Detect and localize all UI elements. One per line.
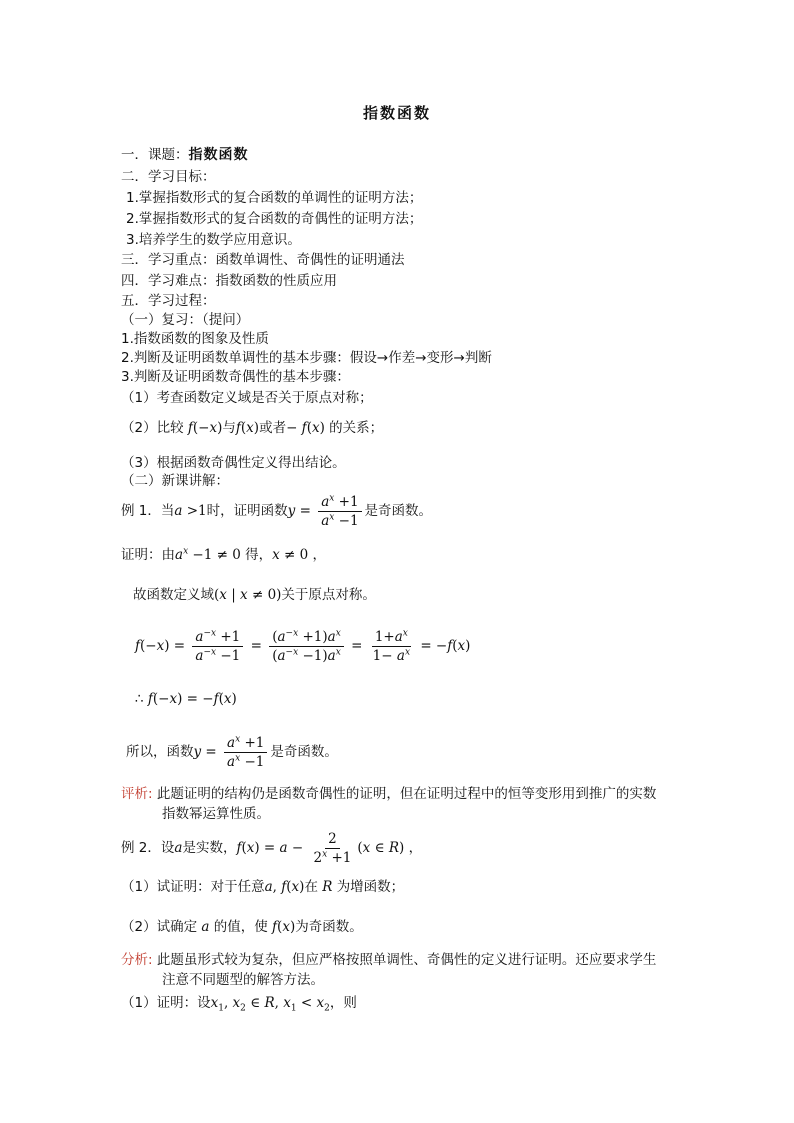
part-2-text-c: 为奇函数。 — [295, 919, 363, 935]
fraction-ax-plus1-over-ax-minus1: $\frac{a^x +1}{a^x -1}$ — [318, 494, 361, 529]
example-1-text-a: 例 1．当 — [121, 503, 175, 519]
conclusion-text-a: 所以，函数 — [126, 744, 194, 760]
proof-2-label: （1）证明：设 — [121, 995, 211, 1011]
example-1-domain: 故函数定义域(x | x ≠ 0)关于原点对称。 — [133, 587, 376, 603]
fraction-step-3: $\frac{1+a^x}{1- a^x}$ — [372, 628, 411, 664]
step-2-text-b: 与 — [222, 420, 236, 436]
example-2-part-2: （2）试确定 a 的值，使 f(x)为奇函数。 — [121, 919, 363, 935]
therefore-symbol: ∴ — [135, 691, 144, 707]
comment-1-line-2: 指数幂运算性质。 — [162, 806, 270, 822]
fraction-conclusion: $\frac{a^x +1}{a^x -1}$ — [224, 735, 267, 770]
example-1-derivation: f(−x) = $\frac{a^{-x} +1}{a^{-x} -1}$ = $\frac{(a^{-x} +1)a^x}{(a^{-x} -1)a^x}$ = $\frac{1+a^x}{1- a^x}$ = −f(x) — [135, 628, 471, 664]
comment-label: 评析: — [121, 786, 153, 802]
goals-label: 二．学习目标： — [121, 169, 216, 185]
review-3: 3.判断及证明函数奇偶性的基本步骤： — [121, 369, 350, 385]
example-1-conclusion: 所以，函数y = $\frac{a^x +1}{a^x -1}$ 是奇函数。 — [126, 734, 338, 770]
example-2-part-1: （1）试证明：对于任意a, f(x)在 R 为增函数； — [121, 879, 405, 895]
review-2: 2.判断及证明函数单调性的基本步骤：假设→作差→变形→判断 — [121, 350, 492, 366]
review-label: （一）复习：（提问） — [121, 312, 250, 328]
fraction-2-over-2x-plus1: $\frac{2}{2^x +1}$ — [313, 830, 352, 866]
step-2: （2）比较 f(−x)与f(x)或者− f(x) 的关系； — [121, 420, 384, 436]
difficulty: 四．学习难点：指数函数的性质应用 — [121, 273, 337, 289]
topic-line — [121, 146, 249, 164]
analysis-line-2: 注意不同题型的解答方法。 — [162, 972, 324, 988]
example-2-statement: 例 2．设a是实数，f(x) = a − $\frac{2}{2^x +1}$ (x ∈ R) ， — [121, 830, 423, 866]
conclusion-text-b: 是奇函数。 — [270, 744, 338, 760]
page-title: 指数函数 — [362, 104, 431, 122]
proof-2-tail: ，则 — [329, 995, 357, 1011]
step-2-text-d: 的关系； — [329, 420, 384, 436]
review-1: 1.指数函数的图象及性质 — [121, 331, 269, 347]
fraction-step-2: $\frac{(a^{-x} +1)a^x}{(a^{-x} -1)a^x}$ — [269, 629, 344, 664]
example-1-statement: 例 1．当a >1时，证明函数y = $\frac{a^x +1}{a^x -1}$ 是奇函数。 — [121, 493, 433, 529]
formula-f-x: f — [235, 420, 241, 436]
domain-text-b: 关于原点对称。 — [281, 587, 376, 603]
example-1-proof: 证明：由$a^x -1 \ne 0$ 得，x ≠ 0 ， — [121, 546, 327, 563]
step-3: （3）根据函数奇偶性定义得出结论。 — [121, 455, 346, 471]
comment-text-1: 此题证明的结构仍是函数奇偶性的证明，但在证明过程中的恒等变形用到推广的实数 — [156, 786, 657, 802]
example-1-text-b: 时，证明函数 — [206, 503, 288, 519]
example-2-text-b: 是实数， — [182, 840, 237, 856]
fraction-step-1: $\frac{a^{-x} +1}{a^{-x} -1}$ — [192, 629, 243, 664]
domain-text-a: 故函数定义域 — [133, 587, 214, 603]
example-1-text-c: 是奇函数。 — [364, 503, 433, 519]
proof-text-a: 证明：由 — [121, 547, 175, 563]
goal-1: 1.掌握指数形式的复合函数的单调性的证明方法； — [126, 190, 423, 206]
proof-2-line: （1）证明：设$x_1$, $x_2$ ∈ R, $x_1 < x_2$，则 — [121, 995, 357, 1014]
step-1: （1）考查函数定义域是否关于原点对称； — [121, 390, 373, 406]
topic-label: 一．课题： — [121, 147, 189, 163]
part-1-text-a: （1）试证明：对于任意 — [121, 879, 265, 895]
part-1-text-b: 在 — [304, 879, 318, 895]
process-label: 五．学习过程： — [121, 293, 216, 309]
formula-neg-f-x: f — [297, 420, 307, 436]
key-points: 三．学习重点：函数单调性、奇偶性的证明通法 — [121, 252, 405, 268]
part-1-text-c: 为增函数； — [336, 879, 405, 895]
example-2-text-a: 例 2．设 — [121, 840, 175, 856]
proof-text-b: 得， — [245, 547, 273, 563]
part-2-text-b: 的值，使 — [213, 919, 268, 935]
part-2-text-a: （2）试确定 — [121, 919, 198, 935]
example-1-therefore: ∴ f(−x) = −f(x) — [135, 691, 237, 707]
step-2-text-c: 或者 — [259, 420, 287, 436]
goal-2: 2.掌握指数形式的复合函数的奇偶性的证明方法； — [126, 211, 423, 227]
comment-1-line-1 — [121, 785, 656, 803]
topic-value: 指数函数 — [188, 147, 249, 163]
goal-3: 3.培养学生的数学应用意识。 — [126, 232, 301, 248]
analysis-text-1: 此题虽形式较为复杂，但应严格按照单调性、奇偶性的定义进行证明。还应要求学生 — [156, 952, 657, 968]
new-lesson-label: （二）新课讲解： — [121, 473, 229, 489]
formula-f-neg-x: f — [183, 420, 193, 436]
analysis-label: 分析: — [121, 952, 153, 968]
step-2-text-a: （2）比较 — [121, 420, 184, 436]
analysis-line-1 — [121, 951, 656, 969]
